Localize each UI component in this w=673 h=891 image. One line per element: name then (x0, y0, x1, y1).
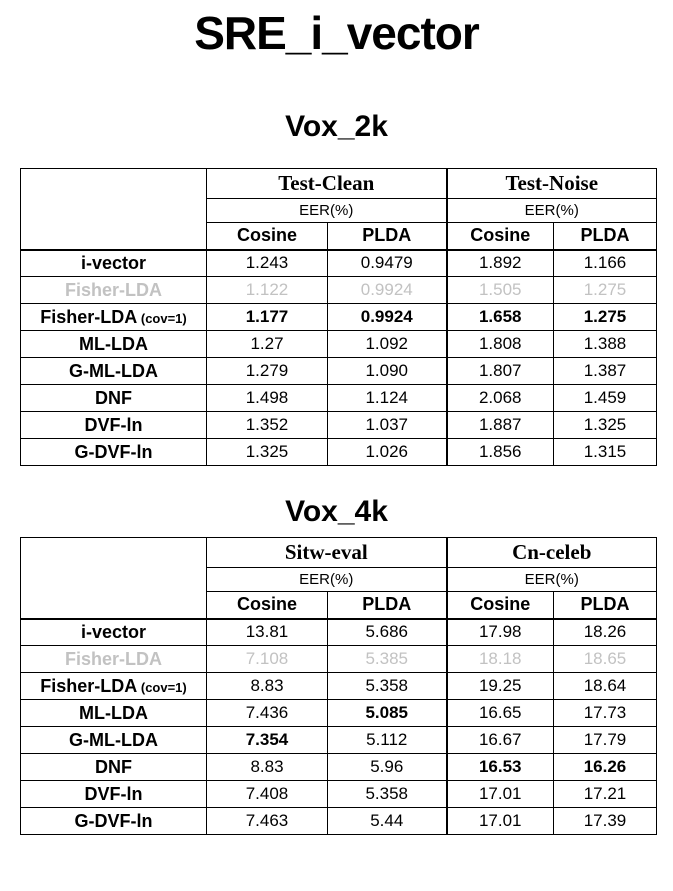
value-cell: 5.358 (328, 673, 447, 700)
value-cell: 18.26 (554, 619, 657, 646)
value-cell: 1.459 (554, 385, 657, 412)
value-cell: 1.275 (554, 304, 657, 331)
value-cell: 1.856 (447, 439, 554, 466)
value-cell: 17.79 (554, 727, 657, 754)
col-header-cosine: Cosine (447, 592, 554, 619)
row-label: Fisher-LDA (21, 277, 207, 304)
value-cell: 7.436 (207, 700, 328, 727)
value-cell: 17.73 (554, 700, 657, 727)
value-cell: 0.9924 (328, 277, 447, 304)
value-cell: 8.83 (207, 754, 328, 781)
table-row (21, 673, 657, 700)
col-header-cosine: Cosine (207, 592, 328, 619)
table-row (21, 412, 657, 439)
value-cell: 1.092 (328, 331, 447, 358)
corner-cell (21, 538, 207, 619)
col-header-plda: PLDA (554, 223, 657, 250)
table-row (21, 619, 657, 646)
value-cell: 0.9479 (328, 250, 447, 277)
value-cell: 1.275 (554, 277, 657, 304)
value-cell: 17.01 (447, 808, 554, 835)
row-label-suffix: (cov=1) (137, 679, 187, 695)
value-cell: 5.44 (328, 808, 447, 835)
value-cell: 1.505 (447, 277, 554, 304)
value-cell: 1.658 (447, 304, 554, 331)
col-header-cosine: Cosine (447, 223, 554, 250)
value-cell: 1.388 (554, 331, 657, 358)
value-cell: 17.21 (554, 781, 657, 808)
table-row (21, 808, 657, 835)
page-title: SRE_i_vector (194, 7, 479, 59)
group-header-test-clean: Test-Clean (207, 169, 447, 199)
table-row (21, 727, 657, 754)
col-header-plda: PLDA (328, 223, 447, 250)
row-label: ML-LDA (21, 331, 207, 358)
value-cell: 16.65 (447, 700, 554, 727)
row-label: i-vector (21, 619, 207, 646)
value-cell: 1.037 (328, 412, 447, 439)
row-label: G-DVF-ln (21, 808, 207, 835)
value-cell: 1.808 (447, 331, 554, 358)
row-label: G-DVF-ln (21, 439, 207, 466)
value-cell: 16.26 (554, 754, 657, 781)
col-header-cosine: Cosine (207, 223, 328, 250)
table-row (21, 646, 657, 673)
value-cell: 5.96 (328, 754, 447, 781)
value-cell: 1.177 (207, 304, 328, 331)
value-cell: 1.498 (207, 385, 328, 412)
table-row (21, 781, 657, 808)
group-header-cn-celeb: Cn-celeb (447, 538, 657, 568)
value-cell: 17.01 (447, 781, 554, 808)
value-cell: 1.243 (207, 250, 328, 277)
value-cell: 1.887 (447, 412, 554, 439)
row-label: ML-LDA (21, 700, 207, 727)
metric-header: EER(%) (207, 199, 447, 223)
metric-header: EER(%) (447, 568, 657, 592)
value-cell: 17.39 (554, 808, 657, 835)
value-cell: 18.65 (554, 646, 657, 673)
value-cell: 1.325 (554, 412, 657, 439)
metric-header: EER(%) (447, 199, 657, 223)
value-cell: 2.068 (447, 385, 554, 412)
table-body (21, 250, 657, 466)
value-cell: 16.67 (447, 727, 554, 754)
value-cell: 7.354 (207, 727, 328, 754)
corner-cell (21, 169, 207, 250)
row-label: Fisher-LDA (21, 646, 207, 673)
value-cell: 19.25 (447, 673, 554, 700)
col-header-plda: PLDA (328, 592, 447, 619)
value-cell: 5.085 (328, 700, 447, 727)
value-cell: 5.358 (328, 781, 447, 808)
group-header-test-noise: Test-Noise (447, 169, 657, 199)
metric-header: EER(%) (207, 568, 447, 592)
value-cell: 5.686 (328, 619, 447, 646)
table-row (21, 439, 657, 466)
row-label: Fisher-LDA (cov=1) (21, 673, 207, 700)
table-section-vox2k (0, 110, 673, 466)
table-caption-vox4k: Vox_4k (285, 495, 388, 528)
col-header-plda: PLDA (554, 592, 657, 619)
value-cell: 1.166 (554, 250, 657, 277)
row-label: DVF-ln (21, 412, 207, 439)
value-cell: 1.026 (328, 439, 447, 466)
group-header-sitw-eval: Sitw-eval (207, 538, 447, 568)
table-header (21, 538, 657, 619)
table-row (21, 358, 657, 385)
results-table-vox2k (20, 168, 657, 466)
value-cell: 5.385 (328, 646, 447, 673)
row-label: Fisher-LDA (cov=1) (21, 304, 207, 331)
value-cell: 1.892 (447, 250, 554, 277)
table-section-vox4k (0, 495, 673, 835)
table-row (21, 385, 657, 412)
row-label: i-vector (21, 250, 207, 277)
row-label: G-ML-LDA (21, 727, 207, 754)
value-cell: 1.279 (207, 358, 328, 385)
value-cell: 1.807 (447, 358, 554, 385)
value-cell: 1.090 (328, 358, 447, 385)
table-row (21, 331, 657, 358)
value-cell: 8.83 (207, 673, 328, 700)
row-label: G-ML-LDA (21, 358, 207, 385)
value-cell: 16.53 (447, 754, 554, 781)
row-label: DVF-ln (21, 781, 207, 808)
value-cell: 1.325 (207, 439, 328, 466)
value-cell: 5.112 (328, 727, 447, 754)
value-cell: 1.352 (207, 412, 328, 439)
table-header (21, 169, 657, 250)
table-row (21, 700, 657, 727)
table-row (21, 304, 657, 331)
value-cell: 1.122 (207, 277, 328, 304)
row-label-suffix: (cov=1) (137, 310, 187, 326)
value-cell: 13.81 (207, 619, 328, 646)
table-body (21, 619, 657, 835)
table-caption-vox2k: Vox_2k (285, 110, 388, 143)
value-cell: 7.408 (207, 781, 328, 808)
table-row (21, 250, 657, 277)
value-cell: 1.124 (328, 385, 447, 412)
value-cell: 1.387 (554, 358, 657, 385)
row-label: DNF (21, 385, 207, 412)
value-cell: 18.64 (554, 673, 657, 700)
value-cell: 18.18 (447, 646, 554, 673)
value-cell: 17.98 (447, 619, 554, 646)
value-cell: 1.315 (554, 439, 657, 466)
table-row (21, 277, 657, 304)
row-label: DNF (21, 754, 207, 781)
table-row (21, 754, 657, 781)
value-cell: 7.463 (207, 808, 328, 835)
value-cell: 0.9924 (328, 304, 447, 331)
value-cell: 7.108 (207, 646, 328, 673)
results-table-vox4k (20, 537, 657, 835)
value-cell: 1.27 (207, 331, 328, 358)
